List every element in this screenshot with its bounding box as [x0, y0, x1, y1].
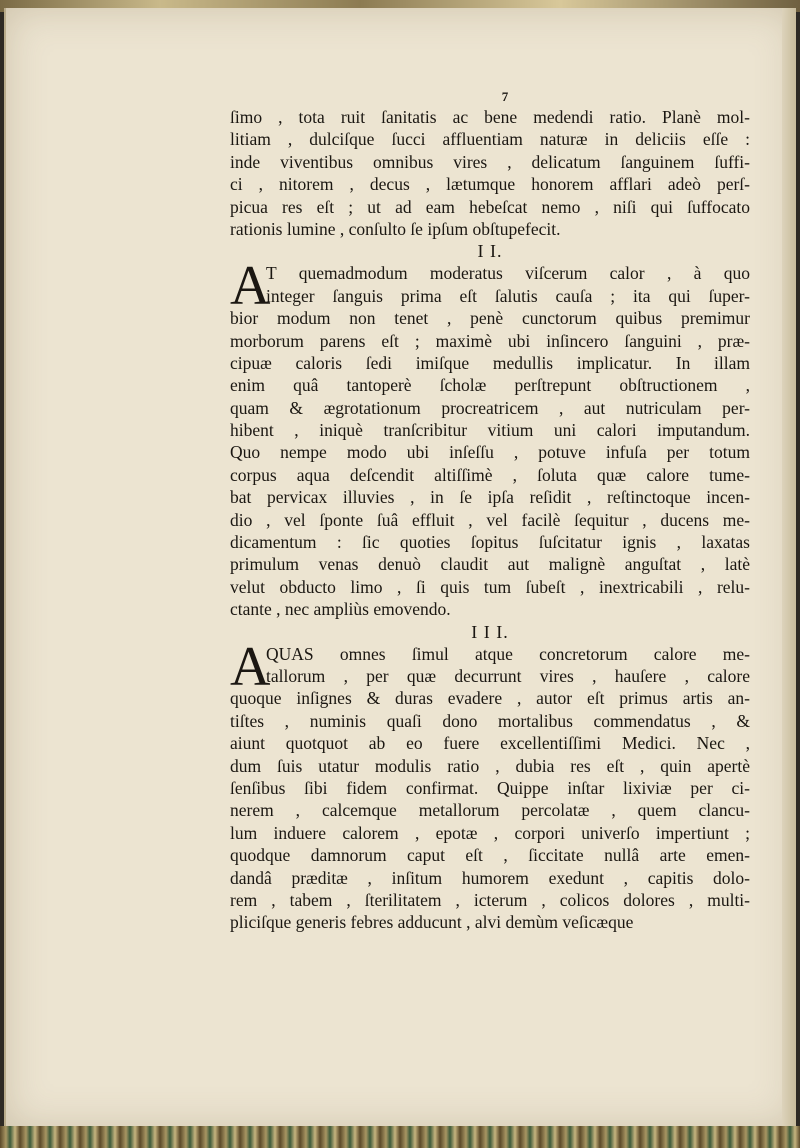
- text-line: morborum parens eſt ; maximè ubi inſincero ſanguini , præ-: [230, 330, 750, 351]
- text-line: T quemadmodum moderatus viſcerum calor , à quo: [266, 263, 750, 284]
- section-number-2: I I.: [477, 241, 503, 262]
- text-line: integer ſanguis prima eſt ſalutis cauſa ; ita qui ſuper-: [266, 285, 750, 306]
- text-line: tallorum , per quæ decurrunt vires , hauſere , calore: [266, 665, 750, 686]
- text-line: nerem , calcemque metallorum percolatæ , quem clancu-: [230, 800, 750, 821]
- text-line: bior modum non tenet , penè cunctorum quibus premimur: [230, 308, 750, 329]
- scan-bottom-edge: [0, 1126, 800, 1148]
- text-line: pliciſque generis febres adducunt , alvi demùm veſicæque: [230, 912, 634, 933]
- text-line: rem , tabem , ſterilitatem , icterum , colicos dolores , multi-: [230, 889, 750, 910]
- text-line: primulum venas denuò claudit aut malignè anguſtat , latè: [230, 554, 750, 575]
- drop-cap: A: [230, 635, 271, 698]
- text-line: ſenſibus ſibi fidem confirmat. Quippe inſtar lixiviæ per ci-: [230, 777, 750, 798]
- text-line: inde viventibus omnibus vires , delicatum ſanguinem ſuffi-: [230, 151, 750, 172]
- page-number: 7: [501, 89, 509, 104]
- intro-paragraph: [230, 106, 750, 240]
- text-line: velut obducto limo , ſi quis tum ſubeſt , inextricabili , relu-: [230, 576, 750, 597]
- text-line: litiam , dulciſque ſucci affluentiam naturæ in deliciis eſſe :: [230, 129, 750, 150]
- section-number-3: I I I.: [471, 621, 509, 642]
- text-line: Quo nempe modo ubi inſeſſu , potuve infuſa per totum: [230, 442, 750, 463]
- text-line: lum induere calorem , epotæ , corpori univerſo impertiunt ;: [230, 822, 750, 843]
- section-3-paragraph: [230, 635, 750, 934]
- text-line: ctante , nec ampliùs emovendo.: [230, 599, 451, 620]
- section-2-paragraph: [230, 255, 750, 620]
- book-page: [4, 8, 796, 1128]
- text-line: corpus aqua deſcendit altiſſimè , ſoluta quæ calore tume-: [230, 464, 750, 485]
- text-line: bat pervicax illuvies , in ſe ipſa reſidit , reſtinctoque incen-: [230, 487, 750, 508]
- text-line: cipuæ caloris ſedi imiſque medullis implicatur. In illam: [230, 352, 750, 373]
- text-line: aiunt quotquot ab eo fuere excellentiſſimi Medici. Nec ,: [230, 733, 750, 754]
- text-line: quam & ægrotationum procreatricem , aut nutriculam per-: [230, 397, 750, 418]
- text-line: picua res eſt ; ut ad eam hebeſcat nemo , niſi qui ſuffocato: [230, 196, 750, 217]
- page-fore-edge: [782, 8, 796, 1128]
- text-line: tiſtes , numinis quaſi dono mortalibus commendatus , &: [230, 710, 750, 731]
- text-line: ci , nitorem , decus , lætumque honorem afflari adeò perſ-: [230, 174, 750, 195]
- text-line: dicamentum : ſic quoties ſopitus ſuſcitatur ignis , laxatas: [230, 532, 750, 553]
- text-line: QUAS omnes ſimul atque concretorum calore me-: [266, 643, 750, 664]
- text-line: ſimo , tota ruit ſanitatis ac bene medendi ratio. Planè mol-: [230, 107, 750, 127]
- text-line: rationis lumine , conſulto ſe ipſum obſtupefecit.: [230, 218, 561, 239]
- text-line: hibent , iniquè tranſcribitur vitium uni calori imputandum.: [230, 420, 750, 441]
- text-block: [230, 88, 750, 934]
- text-line: dandâ præditæ , inſitum humorem exedunt , capitis dolo-: [230, 867, 750, 888]
- text-line: dio , vel ſponte ſuâ effluit , vel facilè ſequitur , ducens me-: [230, 509, 750, 530]
- drop-cap: A: [230, 255, 271, 318]
- text-line: enim quâ tantoperè ſcholæ perſtrepunt obſtructionem ,: [230, 375, 750, 396]
- text-line: quoque inſignes & duras evadere , autor eſt primus artis an-: [230, 688, 750, 709]
- text-line: dum ſuis utatur modulis ratio , dubia res eſt , quin apertè: [230, 755, 750, 776]
- text-line: quodque damnorum caput eſt , ſiccitate nullâ arte emen-: [230, 845, 750, 866]
